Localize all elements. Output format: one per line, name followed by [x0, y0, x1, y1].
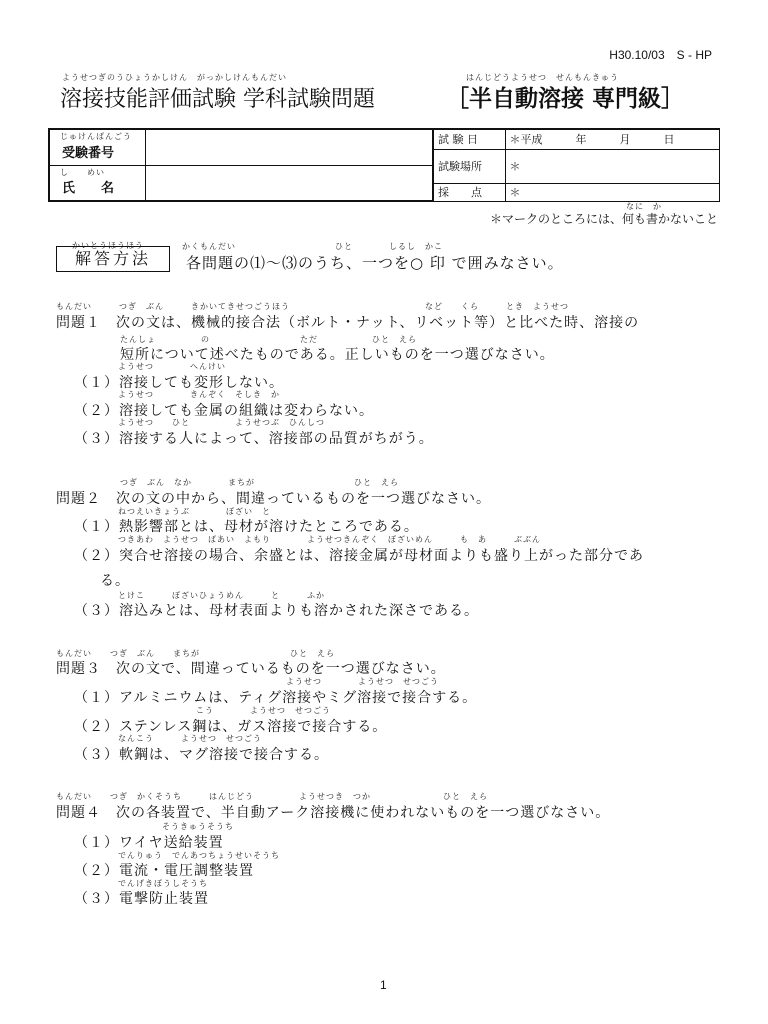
q1-ruby-line2: たんしょ の ただ ひと えら — [120, 335, 417, 344]
answer-method-label: 解答方法 — [56, 246, 170, 272]
name-field[interactable] — [145, 165, 433, 201]
q4-line1: 問題４ 次の各装置で、半自動アーク溶接機に使われないものを一つ選びなさい。 — [56, 805, 611, 821]
exam-number-ruby: じゅけんばんごう — [60, 132, 132, 141]
q4-option-1[interactable]: （１）ワイヤ送給装置 — [74, 835, 224, 851]
q3-option-1[interactable]: （１）アルミニウムは、ティグ溶接やミグ溶接で接合する。 — [74, 690, 478, 706]
method-ruby: かいとうほうほう — [72, 241, 144, 250]
name-label-cell — [49, 165, 145, 201]
answer-method-text: 各問題の⑴～⑶のうち、一つを○ 印 で囲みなさい。 — [186, 254, 564, 272]
q1-ruby-line1: もんだい つぎ ぶん きかいてきせつごうほう など くら とき ようせつ — [56, 302, 569, 311]
q1-opt3-ruby: ようせつ ひと ようせつぶ ひんしつ — [118, 418, 325, 427]
q3-ruby-line1: もんだい つぎ ぶん まちが ひと えら — [56, 649, 335, 658]
q1-opt2-ruby: ようせつ きんぞく そしき か — [118, 390, 280, 399]
q1-line2: 短所について述べたものである。正しいものを一つ選びなさい。 — [120, 347, 555, 363]
page-number: 1 — [380, 978, 387, 992]
q3-option-3[interactable]: （３）軟鋼は、マグ溶接で接合する。 — [74, 747, 329, 763]
q2-opt1-ruby: ねつえいきょうぶ ぼざい と — [118, 507, 271, 516]
q2-opt3-ruby: とけこ ぼざいひょうめん と ふか — [118, 591, 325, 600]
document-code: H30.10/03 S - HP — [609, 48, 712, 62]
exam-place-label: 試験場所 — [433, 149, 505, 183]
grade-title: ［半自動溶接 専門級］ — [446, 85, 685, 112]
method-text-ruby: かくもんだい ひと しるし かこ — [182, 242, 443, 251]
q1-option-1[interactable]: （１）溶接しても変形しない。 — [74, 375, 284, 391]
q4-opt1-ruby: そうきゅうそうち — [162, 822, 234, 831]
q4-opt3-ruby: でんげきぼうしそうち — [118, 879, 208, 888]
exam-number-label-cell — [49, 129, 145, 165]
q2-option-2[interactable]: （２）突合せ溶接の場合、余盛とは、溶接金属が母材面よりも盛り上がった部分であ — [74, 548, 644, 564]
name-ruby: し めい — [60, 167, 105, 177]
page-title: 溶接技能評価試験 学科試験問題 — [60, 87, 375, 112]
q1-line1: 問題１ 次の文は、機械的接合法（ボルト・ナット、リベット等）と比べた時、溶接の — [56, 315, 640, 331]
name-label: 氏 名 — [62, 181, 115, 197]
q4-option-3[interactable]: （３）電撃防止装置 — [74, 891, 209, 907]
q4-ruby-line1: もんだい つぎ かくそうち はんじどう ようせつき つか ひと えら — [56, 792, 488, 801]
q4-option-2[interactable]: （２）電流・電圧調整装置 — [74, 863, 254, 879]
exam-date-field: ＊平成 年 月 日 — [505, 129, 720, 149]
q1-opt1-ruby: ようせつ へんけい — [118, 362, 226, 371]
exam-info-table — [48, 128, 720, 202]
score-label: 採 点 — [433, 183, 505, 201]
q2-option-3[interactable]: （３）溶込みとは、母材表面よりも溶かされた深さである。 — [74, 603, 479, 619]
do-not-write-note: ＊マークのところには、何も書かないこと — [489, 212, 718, 226]
q2-opt2-ruby: つきあわ ようせつ ばあい よもり ようせつきんぞく ぼざいめん も あ ぶぶん — [118, 535, 541, 544]
exam-place-field: ＊ — [505, 149, 720, 183]
q3-option-2[interactable]: （２）ステンレス鋼は、ガス溶接で接合する。 — [74, 719, 388, 735]
q2-option-1[interactable]: （１）熱影響部とは、母材が溶けたところである。 — [74, 519, 419, 535]
q2-line1: 問題２ 次の文の中から、間違っているものを一つ選びなさい。 — [56, 491, 491, 507]
q4-opt2-ruby: でんりゅう でんあつちょうせいそうち — [118, 851, 280, 860]
exam-date-label: 試 験 日 — [433, 129, 505, 149]
exam-number-label: 受験番号 — [62, 145, 115, 161]
note-ruby: なに か — [626, 202, 662, 211]
q1-option-3[interactable]: （３）溶接する人によって、溶接部の品質がちがう。 — [74, 431, 434, 447]
exam-number-field[interactable] — [145, 129, 433, 165]
q2-ruby-line1: つぎ ぶん なか まちが ひと えら — [120, 478, 399, 487]
q3-opt3-ruby: なんこう ようせつ せつごう — [118, 734, 262, 743]
title-ruby: ようせつぎのうひょうかしけん がっかしけんもんだい — [62, 73, 287, 82]
q3-line1: 問題３ 次の文で、間違っているものを一つ選びなさい。 — [56, 661, 446, 677]
q3-opt2-ruby: こう ようせつ せつごう — [196, 706, 331, 715]
q3-opt1-ruby: ようせつ ようせつ せつごう — [286, 677, 439, 686]
q2-option-2-cont: る。 — [100, 573, 130, 589]
score-field: ＊ — [505, 183, 720, 201]
grade-ruby: はんじどうようせつ せんもんきゅう — [466, 73, 619, 82]
q1-option-2[interactable]: （２）溶接しても金属の組織は変わらない。 — [74, 403, 374, 419]
